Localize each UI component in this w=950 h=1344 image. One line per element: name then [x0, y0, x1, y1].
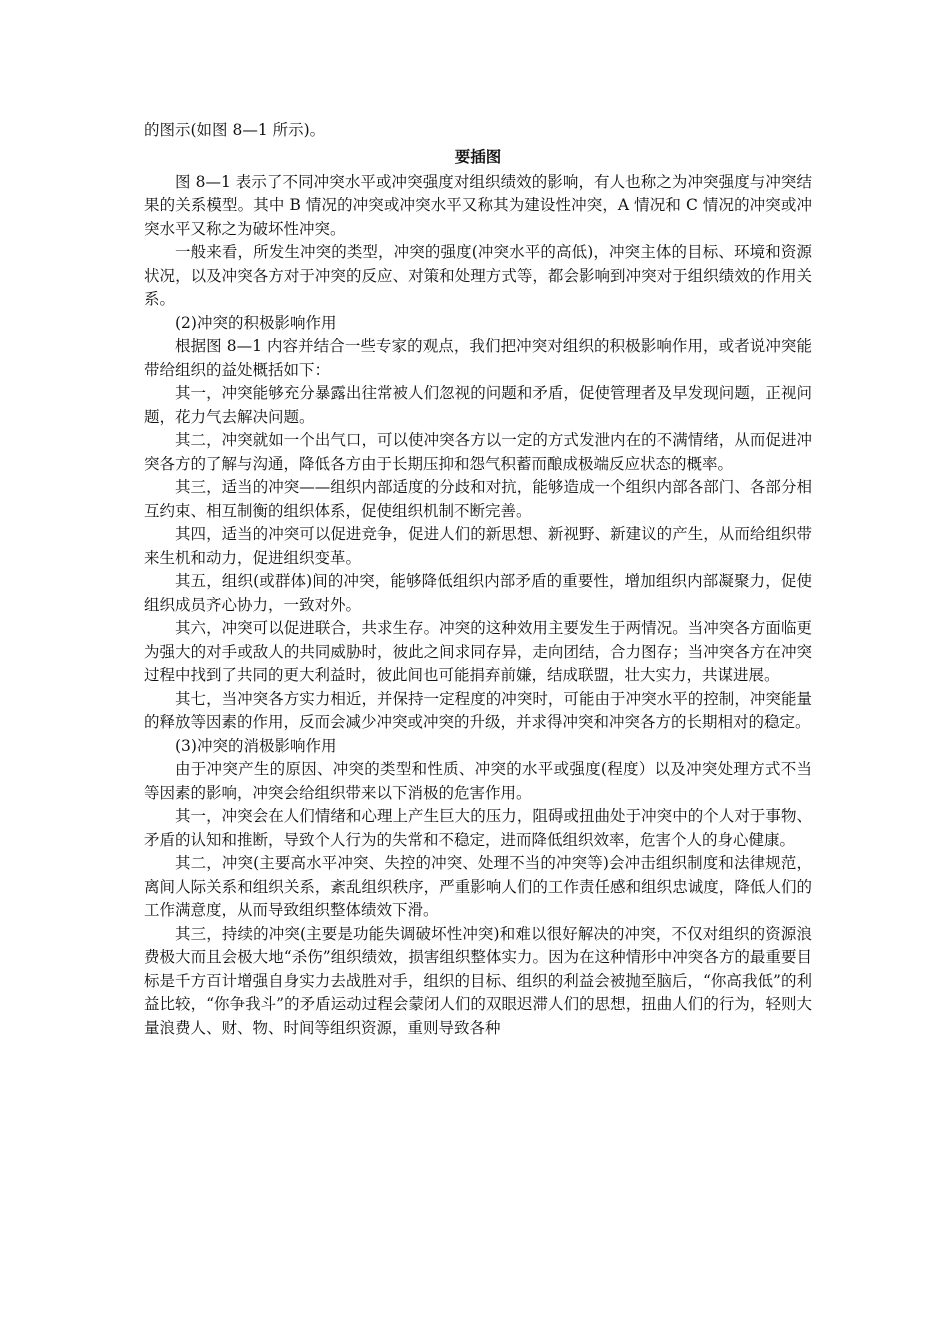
paragraph-figure-description: 图 8—1 表示了不同冲突水平或冲突强度对组织绩效的影响，有人也称之为冲突强度与冲突结果的关系模型。其中 B 情况的冲突或冲突水平又称其为建设性冲突，A 情况和 C 情况的冲突或冲突水平又称之为破坏性冲突。: [144, 172, 812, 238]
paragraph-positive-5: 其五，组织(或群体)间的冲突，能够降低组织内部矛盾的重要性，增加组织内部凝聚力，促使组织成员齐心协力，一致对外。: [144, 572, 812, 614]
paragraph-negative-3: 其三，持续的冲突(主要是功能失调破坏性冲突)和难以很好解决的冲突，不仅对组织的资源浪费极大而且会极大地“杀伤”组织绩效，损害组织整体实力。因为在这种情形中冲突各方的最重要目标是千方百计增强自身实力去战胜对手，组织的目标、组织的利益会被抛至脑后，“你高我低”的利益比较，“你争我斗”的矛盾运动过程会蒙闭人们的双眼迟滞人们的思想，扭曲人们的行为，轻则大量浪费人、财、物、时间等组织资源，重则导致各种: [144, 924, 812, 1037]
paragraph-negative-intro: 由于冲突产生的原因、冲突的类型和性质、冲突的水平或强度(程度）以及冲突处理方式不当等因素的影响，冲突会给组织带来以下消极的危害作用。: [144, 760, 812, 802]
paragraph-positive-1: 其一，冲突能够充分暴露出往常被人们忽视的问题和矛盾，促使管理者及早发现问题，正视问题，花力气去解决问题。: [144, 384, 812, 426]
document-page: [144, 119, 812, 1040]
section-heading-negative-effects: (3)冲突的消极影响作用: [175, 736, 337, 755]
paragraph-positive-6: 其六，冲突可以促进联合，共求生存。冲突的这种效用主要发生于两情况。当冲突各方面临更为强大的对手或敌人的共同威胁时，彼此之间求同存异，走向团结，合力图存；当冲突各方在冲突过程中找到了共同的更大利益时，彼此间也可能捐弃前嫌，结成联盟，壮大实力，共谋进展。: [144, 619, 812, 684]
paragraph-positive-intro: 根据图 8—1 内容并结合一些专家的观点，我们把冲突对组织的积极影响作用，或者说冲突能带给组织的益处概括如下：: [144, 337, 812, 379]
paragraph-general-view: 一般来看，所发生冲突的类型，冲突的强度(冲突水平的高低)，冲突主体的目标、环境和资源状况，以及冲突各方对于冲突的反应、对策和处理方式等，都会影响到冲突对于组织绩效的作用关系。: [144, 243, 812, 308]
lead-line: 的图示(如图 8—1 所示)。: [144, 121, 326, 139]
figure-placeholder-heading: 要插图: [454, 147, 502, 166]
paragraph-positive-2: 其二，冲突就如一个出气口，可以使冲突各方以一定的方式发泄内在的不满情绪，从而促进冲突各方的了解与沟通，降低各方由于长期压抑和怨气积蓄而酿成极端反应状态的概率。: [144, 431, 812, 473]
paragraph-negative-1: 其一，冲突会在人们情绪和心理上产生巨大的压力，阻碍或扭曲处于冲突中的个人对于事物、矛盾的认知和推断，导致个人行为的失常和不稳定，进而降低组织效率，危害个人的身心健康。: [144, 807, 812, 849]
paragraph-positive-4: 其四，适当的冲突可以促进竞争，促进人们的新思想、新视野、新建议的产生，从而给组织带来生机和动力，促进组织变革。: [144, 525, 812, 567]
paragraph-negative-2: 其二，冲突(主要高水平冲突、失控的冲突、处理不当的冲突等)会冲击组织制度和法律规范，离间人际关系和组织关系，紊乱组织秩序，严重影响人们的工作责任感和组织忠诚度，降低人们的工作满意度，从而导致组织整体绩效下滑。: [144, 854, 812, 919]
section-heading-positive-effects: (2)冲突的积极影响作用: [175, 313, 337, 332]
paragraph-positive-7: 其七，当冲突各方实力相近，并保持一定程度的冲突时，可能由于冲突水平的控制，冲突能量的释放等因素的作用，反而会减少冲突或冲突的升级，并求得冲突和冲突各方的长期相对的稳定。: [144, 689, 812, 731]
paragraph-positive-3: 其三，适当的冲突——组织内部适度的分歧和对抗，能够造成一个组织内部各部门、各部分相互约束、相互制衡的组织体系，促使组织机制不断完善。: [144, 478, 812, 520]
